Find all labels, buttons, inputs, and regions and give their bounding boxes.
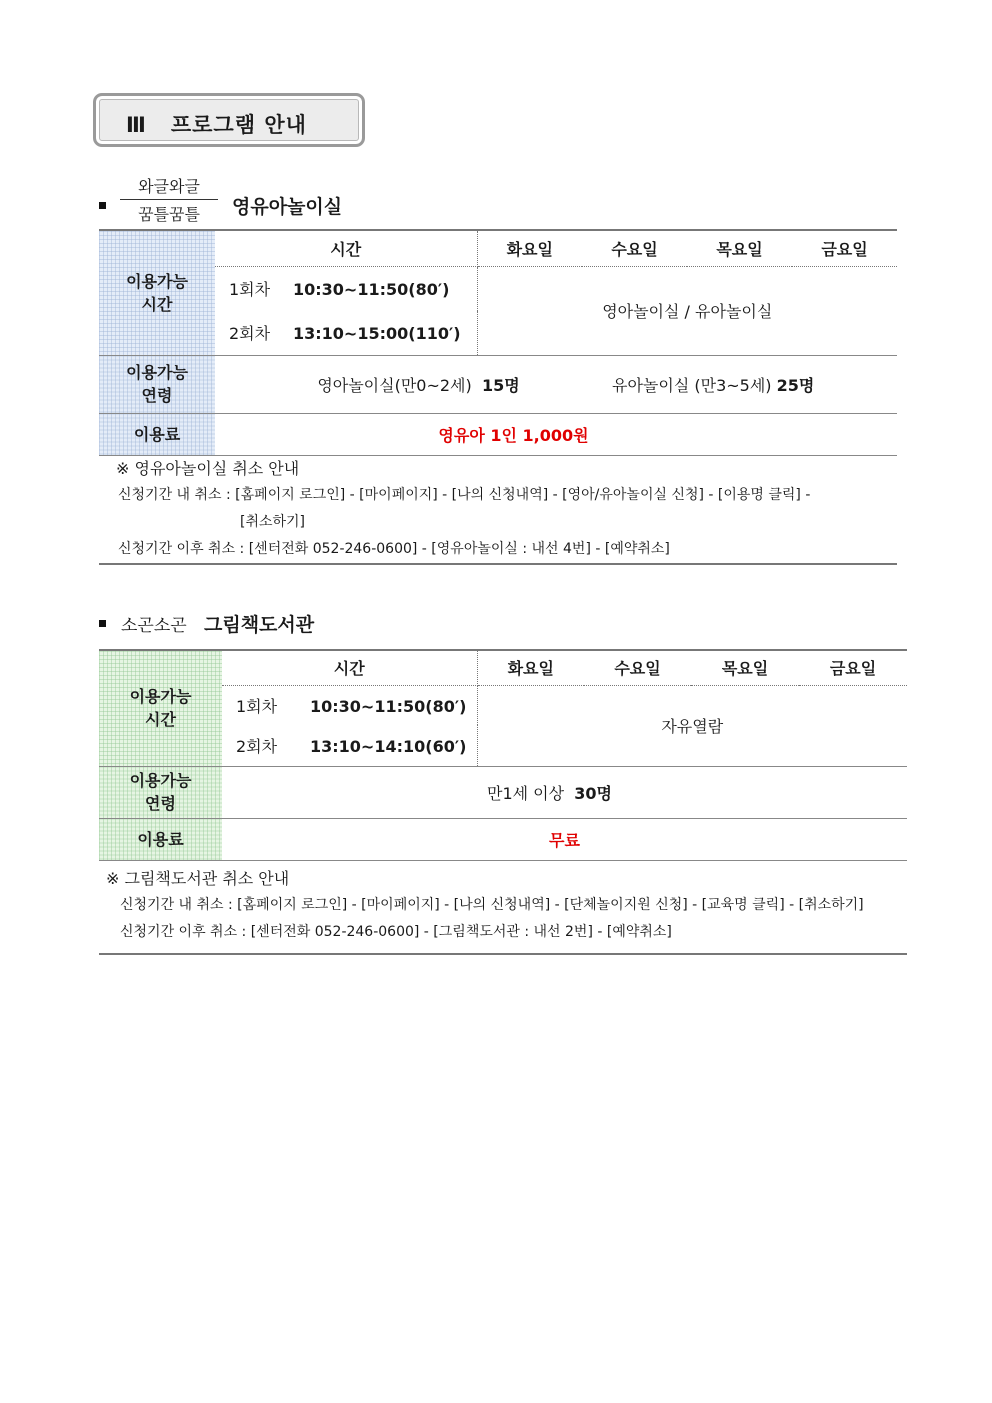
label-fee: 이용료 [99,818,222,860]
section2-cancel-line2: 신청기간 이후 취소 : [센터전화 052-246-0600] - [그림책도서관 : 내선 2번] - [예약취소] [120,924,672,940]
age-child: 유아놀이실 (만3~5세) 25명 [612,375,815,395]
section2-name: 그림책도서관 [204,614,315,636]
section1-cancel-line2: 신청기간 이후 취소 : [센터전화 052-246-0600] - [영유아놀이실 : 내선 4번] - [예약취소] [118,541,670,557]
section2-cancel-notes [104,865,864,946]
section-title-text: 프로그램 안내 [170,113,307,137]
bullet-icon [99,620,106,627]
label-usable-age: 이용가능 연령 [99,766,222,818]
col-header-tue: 화요일 [477,230,582,266]
section2-bottom-rule [99,953,907,955]
label-usable-time: 이용가능 시간 [99,230,215,355]
section1-prefix [120,174,218,225]
col-header-fri: 금요일 [792,230,897,266]
label-usable-time: 이용가능 시간 [99,650,222,766]
col-header-thu: 목요일 [691,650,799,685]
section1-cancel-line1b: [취소하기] [240,514,306,530]
session-row-2: 2회차 13:10~15:00(110′) [215,311,477,355]
col-header-fri: 금요일 [799,650,907,685]
age-infant: 영아놀이실(만0~2세) 15명 [317,375,520,395]
col-header-time: 시간 [215,230,477,266]
fee-value: 영유아 1인 1,000원 [438,425,589,445]
section2-cancel-line1: 신청기간 내 취소 : [홈페이지 로그인] - [마이페이지] - [나의 신청내역] - [단체놀이지원 신청] - [교육명 클릭] - [취소하기] [120,897,864,913]
col-header-wed: 수요일 [584,650,691,685]
col-header-thu: 목요일 [687,230,792,266]
col-header-tue: 화요일 [477,650,584,685]
section1-table [99,229,897,456]
section-title [126,109,307,139]
session-row-1: 1회차 10:30~11:50(80′) [222,685,477,725]
col-header-time: 시간 [222,650,477,685]
mode-text: 자유열람 [477,685,907,766]
section2-prefix: 소곤소곤 [121,616,187,636]
section1-cancel-notes [104,455,810,563]
fee-value: 무료 [549,830,580,850]
section1-name: 영유아놀이실 [232,196,343,218]
section1-cancel-title: ※ 영유아놀이실 취소 안내 [116,459,300,478]
section1-bottom-rule [99,563,897,565]
session-row-2: 2회차 13:10~14:10(60′) [222,725,477,766]
bullet-icon [99,202,106,209]
col-header-wed: 수요일 [582,230,687,266]
section-numeral: Ⅲ [126,113,147,137]
section2-cancel-title: ※ 그림책도서관 취소 안내 [106,869,290,888]
age-value: 만1세 이상 30명 [487,783,612,803]
section1-cancel-line1: 신청기간 내 취소 : [홈페이지 로그인] - [마이페이지] - [나의 신청내역] - [영아/유아놀이실 신청] - [이용명 클릭] - [118,487,811,503]
rooms-text: 영아놀이실 / 유아놀이실 [477,266,897,355]
session-row-1: 1회차 10:30~11:50(80′) [215,266,477,311]
section2-table [99,649,907,861]
label-usable-age: 이용가능 연령 [99,355,215,413]
label-fee: 이용료 [99,413,215,455]
section-title-box [93,93,365,147]
section1-prefix-bottom: 꿈틀꿈틀 [138,205,200,224]
section1-prefix-top: 와글와글 [120,174,218,200]
